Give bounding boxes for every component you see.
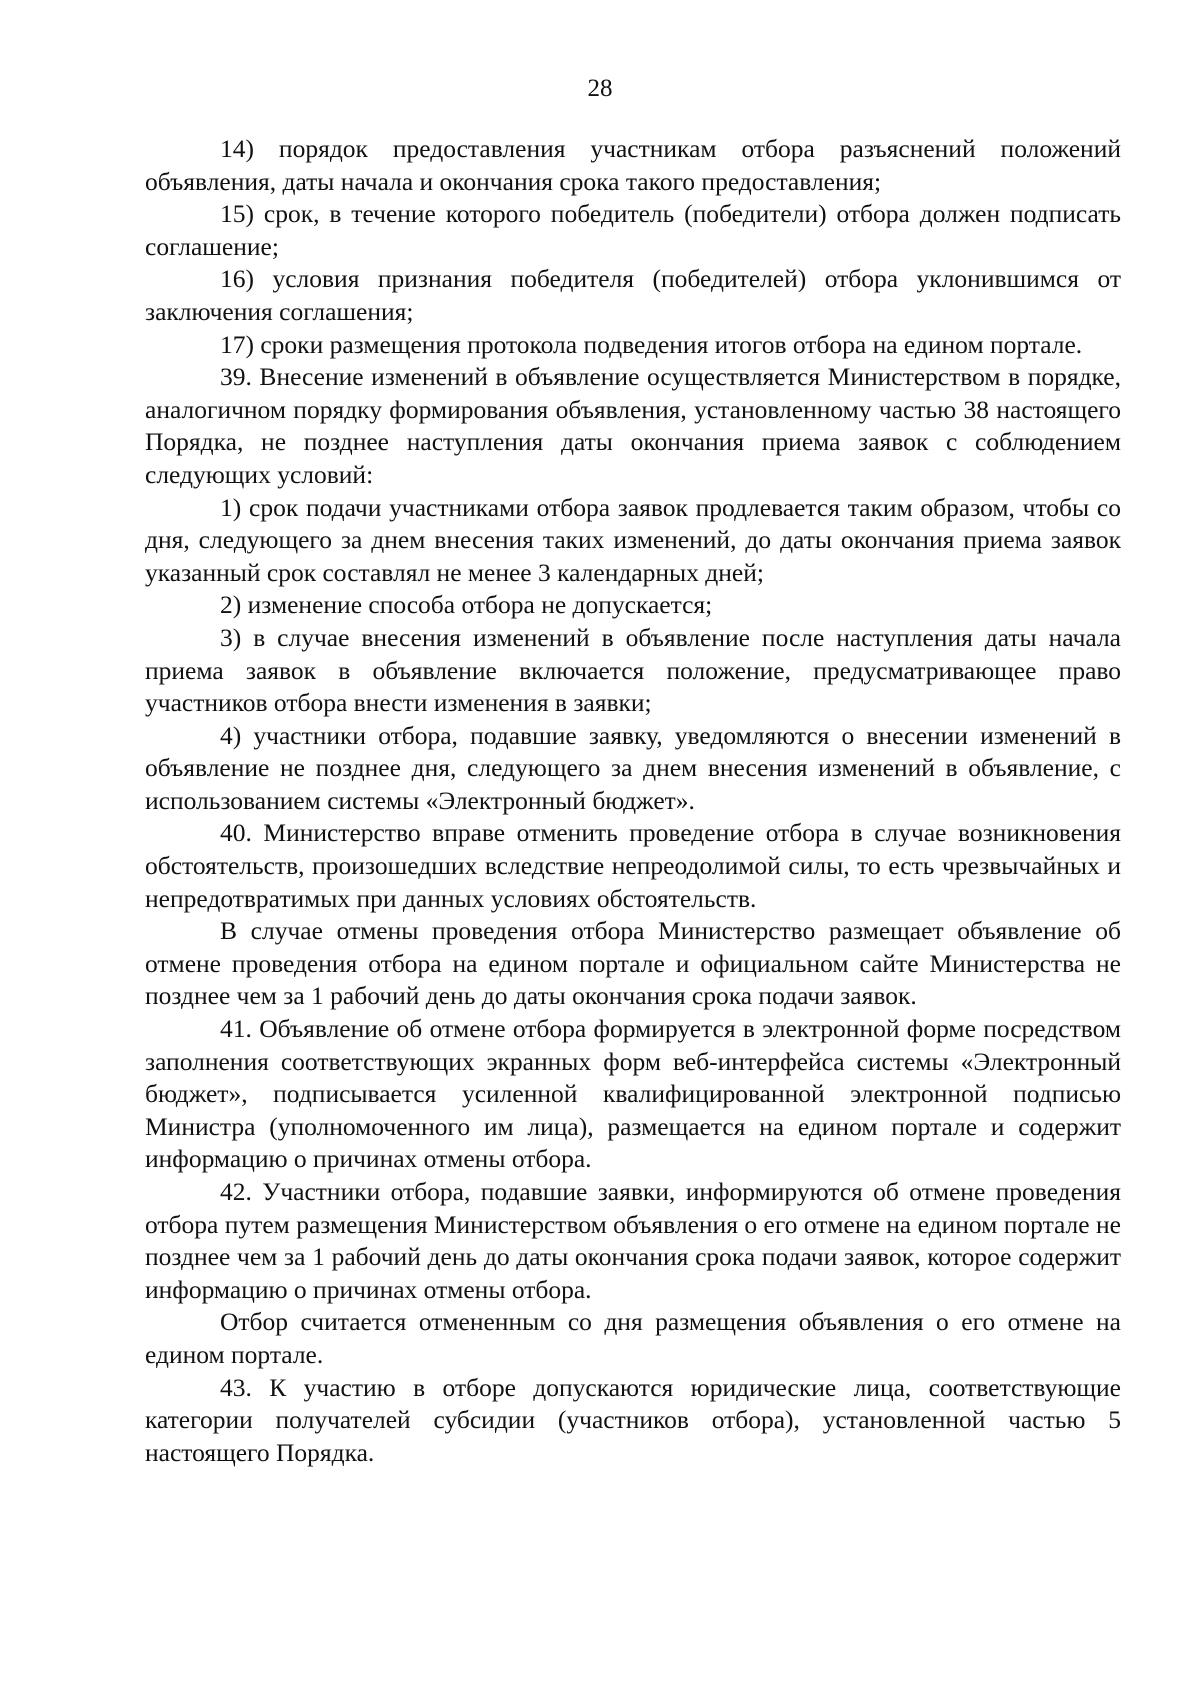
paragraph-item-14: 14) порядок предоставления участникам отбора разъяснений положений объявления, даты начала и окончания срока такого предоставления; xyxy=(145,134,1121,196)
paragraph-condition-2: 2) изменение способа отбора не допускается; xyxy=(220,590,713,620)
paragraph-section-41: 41. Объявление об отмене отбора формируется в электронной форме посредством заполнения соответствующих экранных форм веб-интерфейса системы «Электронный бюджет», подписывается усиленной квалифицированной электронной подписью Министра (уполномоченного им лица), размещается на едином портале и содержит информацию о причинах отмены отбора. xyxy=(145,1014,1121,1174)
paragraph-item-16: 16) условия признания победителя (победителей) отбора уклонившимся от заключения соглашения; xyxy=(145,264,1121,326)
paragraph-section-42: 42. Участники отбора, подавшие заявки, информируются об отмене проведения отбора путем размещения Министерством объявления о его отмене на едином портале не позднее чем за 1 рабочий день до даты окончания срока подачи заявок, которое содержит информацию о причинах отмены отбора. xyxy=(145,1177,1121,1304)
document-body xyxy=(145,133,1121,1469)
paragraph-section-40-cancellation: В случае отмены проведения отбора Министерство размещает объявление об отмене проведения отбора на едином портале и официальном сайте Министерства не позднее чем за 1 рабочий день до даты окончания срока подачи заявок. xyxy=(145,916,1121,1011)
paragraph-section-43: 43. К участию в отборе допускаются юридические лица, соответствующие категории получателей субсидии (участников отбора), установленной частью 5 настоящего Порядка. xyxy=(145,1372,1121,1467)
paragraph-condition-4: 4) участники отбора, подавшие заявку, уведомляются о внесении изменений в объявление не позднее дня, следующего за днем внесения изменений в объявление, с использованием системы «Электронный бюджет». xyxy=(145,720,1121,815)
paragraph-section-39: 39. Внесение изменений в объявление осуществляется Министерством в порядке, аналогичном порядку формирования объявления, установленному частью 38 настоящего Порядка, не позднее наступления даты окончания приема заявок с соблюдением следующих условий: xyxy=(145,362,1121,489)
paragraph-item-15: 15) срок, в течение которого победитель (победители) отбора должен подписать соглашение; xyxy=(145,199,1121,261)
paragraph-section-40: 40. Министерство вправе отменить проведение отбора в случае возникновения обстоятельств, произошедших вследствие непреодолимой силы, то есть чрезвычайных и непредотвратимых при данных условиях обстоятельств. xyxy=(145,818,1121,913)
paragraph-condition-1: 1) срок подачи участниками отбора заявок продлевается таким образом, чтобы со дня, следующего за днем внесения таких изменений, до даты окончания приема заявок указанный срок составлял не менее 3 календарных дней; xyxy=(145,492,1121,587)
paragraph-section-42-cancelled: Отбор считается отмененным со дня размещения объявления о его отмене на едином портале. xyxy=(145,1307,1121,1369)
page-number: 28 xyxy=(587,75,613,102)
paragraph-condition-3: 3) в случае внесения изменений в объявление после наступления даты начала приема заявок в объявление включается положение, предусматривающее право участников отбора внести изменения в заявки; xyxy=(145,622,1121,718)
paragraph-item-17: 17) сроки размещения протокола подведения итогов отбора на едином портале. xyxy=(220,329,1083,359)
